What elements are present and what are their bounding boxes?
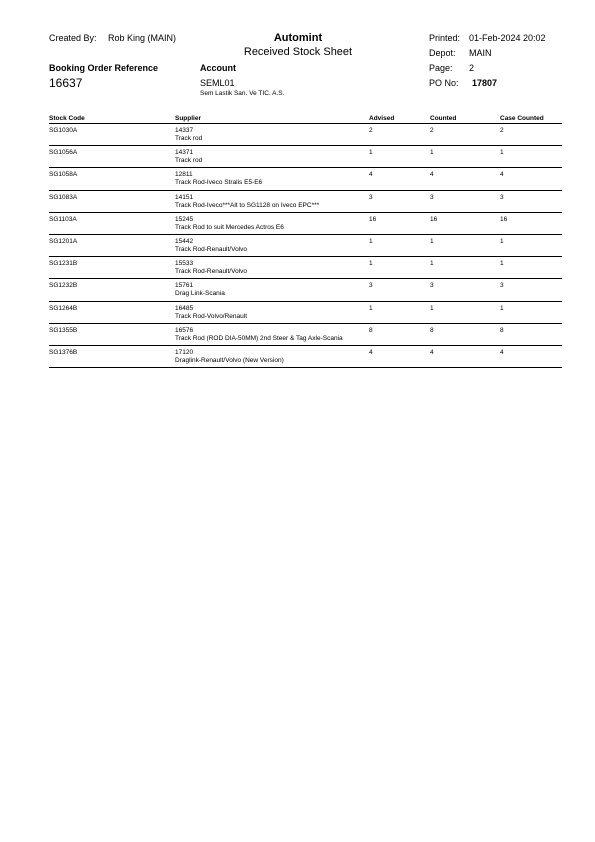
stock-code: SG1376B — [49, 348, 78, 356]
po-label: PO No: — [429, 78, 459, 88]
created-by-value: Rob King (MAIN) — [108, 33, 177, 43]
stock-code: SG1355B — [49, 326, 78, 334]
case-counted-qty: 1 — [500, 237, 504, 245]
table-row — [49, 257, 562, 279]
case-counted-qty: 16 — [500, 215, 508, 223]
stock-code: SG1103A — [49, 215, 77, 223]
supplier-number: 14151 — [175, 193, 194, 201]
case-counted-qty: 1 — [500, 149, 504, 157]
supplier-number: 17120 — [175, 348, 194, 356]
stock-code: SG1030A — [49, 127, 78, 134]
advised-qty: 1 — [369, 304, 373, 312]
advised-qty: 1 — [369, 149, 373, 157]
col-advised: Advised — [369, 115, 395, 122]
table-row — [49, 213, 562, 235]
case-counted-qty: 3 — [500, 282, 504, 290]
case-counted-qty: 8 — [500, 326, 504, 334]
stock-table — [49, 113, 562, 368]
col-supplier: Supplier — [175, 115, 202, 122]
stock-code: SG1231B — [49, 260, 78, 268]
item-description: Draglink-Renault/Volvo (New Version) — [175, 356, 284, 364]
supplier-number: 12811 — [175, 171, 193, 179]
supplier-number: 15442 — [175, 237, 194, 245]
company-name: Automint — [273, 32, 323, 44]
supplier-number: 15245 — [175, 215, 194, 223]
stock-code: SG1264B — [49, 304, 78, 312]
item-description: Track Rod-Renault/Volvo — [175, 268, 248, 276]
counted-qty: 1 — [430, 149, 434, 157]
stock-code: SG1201A — [49, 237, 78, 245]
table-row — [49, 191, 562, 213]
advised-qty: 1 — [369, 260, 373, 268]
counted-qty: 1 — [430, 260, 434, 268]
account-code: SEML01 — [200, 78, 235, 88]
table-row — [49, 124, 562, 146]
page-value: 2 — [469, 63, 475, 73]
stock-code: SG1056A — [49, 149, 78, 157]
table-row — [49, 346, 562, 368]
col-stock-code: Stock Code — [49, 115, 85, 122]
case-counted-qty: 2 — [500, 127, 504, 134]
supplier-number: 16485 — [175, 304, 194, 312]
table-row — [49, 324, 562, 346]
printed-value: 01-Feb-2024 20:02 — [469, 33, 546, 43]
case-counted-qty: 1 — [500, 260, 504, 268]
advised-qty: 2 — [369, 127, 373, 134]
item-description: Track Rod (ROD DIA-50MM) 2nd Steer & Tag Axle-Scania — [175, 334, 343, 342]
case-counted-qty: 4 — [500, 171, 504, 179]
advised-qty: 4 — [369, 348, 373, 356]
stock-code: SG1232B — [49, 282, 78, 290]
account-label: Account — [200, 63, 236, 73]
counted-qty: 3 — [430, 193, 434, 201]
counted-qty: 16 — [430, 215, 438, 223]
item-description: Track Rod-Iveco Stralis E5-E6 — [175, 179, 263, 187]
item-description: Drag Link-Scania — [175, 290, 225, 298]
advised-qty: 3 — [369, 282, 373, 290]
advised-qty: 8 — [369, 326, 373, 334]
po-value: 17807 — [472, 78, 498, 88]
printed-label: Printed: — [429, 33, 461, 43]
counted-qty: 1 — [430, 304, 434, 312]
advised-qty: 3 — [369, 193, 373, 201]
counted-qty: 3 — [430, 282, 434, 290]
item-description: Track rod — [175, 135, 203, 142]
depot-value: MAIN — [469, 48, 492, 58]
account-name: Sem Lastik San. Ve TIC. A.S. — [200, 90, 285, 97]
item-description: Track Rod-Renault/Volvo — [175, 245, 248, 253]
item-description: Track Rod-Iveco***Alt to SG1128 on Iveco EPC*** — [175, 201, 320, 209]
counted-qty: 1 — [430, 237, 434, 245]
table-row — [49, 302, 562, 324]
case-counted-qty: 3 — [500, 193, 504, 201]
stock-code: SG1083A — [49, 193, 78, 201]
col-counted: Counted — [430, 115, 457, 122]
table-row — [49, 279, 562, 301]
stock-code: SG1058A — [49, 171, 78, 179]
advised-qty: 4 — [369, 171, 373, 179]
supplier-number: 14337 — [175, 127, 194, 134]
table-row — [49, 235, 562, 257]
table-header — [49, 113, 562, 124]
booking-ref-value: 16637 — [49, 76, 83, 90]
item-description: Track rod — [175, 157, 203, 165]
table-row — [49, 168, 562, 190]
counted-qty: 4 — [430, 348, 434, 356]
item-description: Track Rod-Volvo/Renault — [175, 312, 248, 320]
advised-qty: 1 — [369, 237, 373, 245]
table-row — [49, 146, 562, 168]
supplier-number: 15761 — [175, 282, 194, 290]
depot-label: Depot: — [429, 48, 456, 58]
advised-qty: 16 — [369, 215, 377, 223]
created-by-label: Created By: — [49, 33, 97, 43]
item-description: Track Rod to suit Mercedes Actros E6 — [175, 223, 284, 231]
counted-qty: 8 — [430, 326, 434, 334]
case-counted-qty: 4 — [500, 348, 504, 356]
sheet-title: Received Stock Sheet — [243, 46, 353, 58]
page-label: Page: — [429, 63, 453, 73]
booking-ref-label: Booking Order Reference — [49, 63, 159, 73]
case-counted-qty: 1 — [500, 304, 504, 312]
supplier-number: 16576 — [175, 326, 194, 334]
counted-qty: 4 — [430, 171, 434, 179]
col-case-counted: Case Counted — [500, 115, 544, 122]
supplier-number: 14371 — [175, 149, 194, 157]
supplier-number: 15533 — [175, 260, 194, 268]
counted-qty: 2 — [430, 127, 434, 134]
